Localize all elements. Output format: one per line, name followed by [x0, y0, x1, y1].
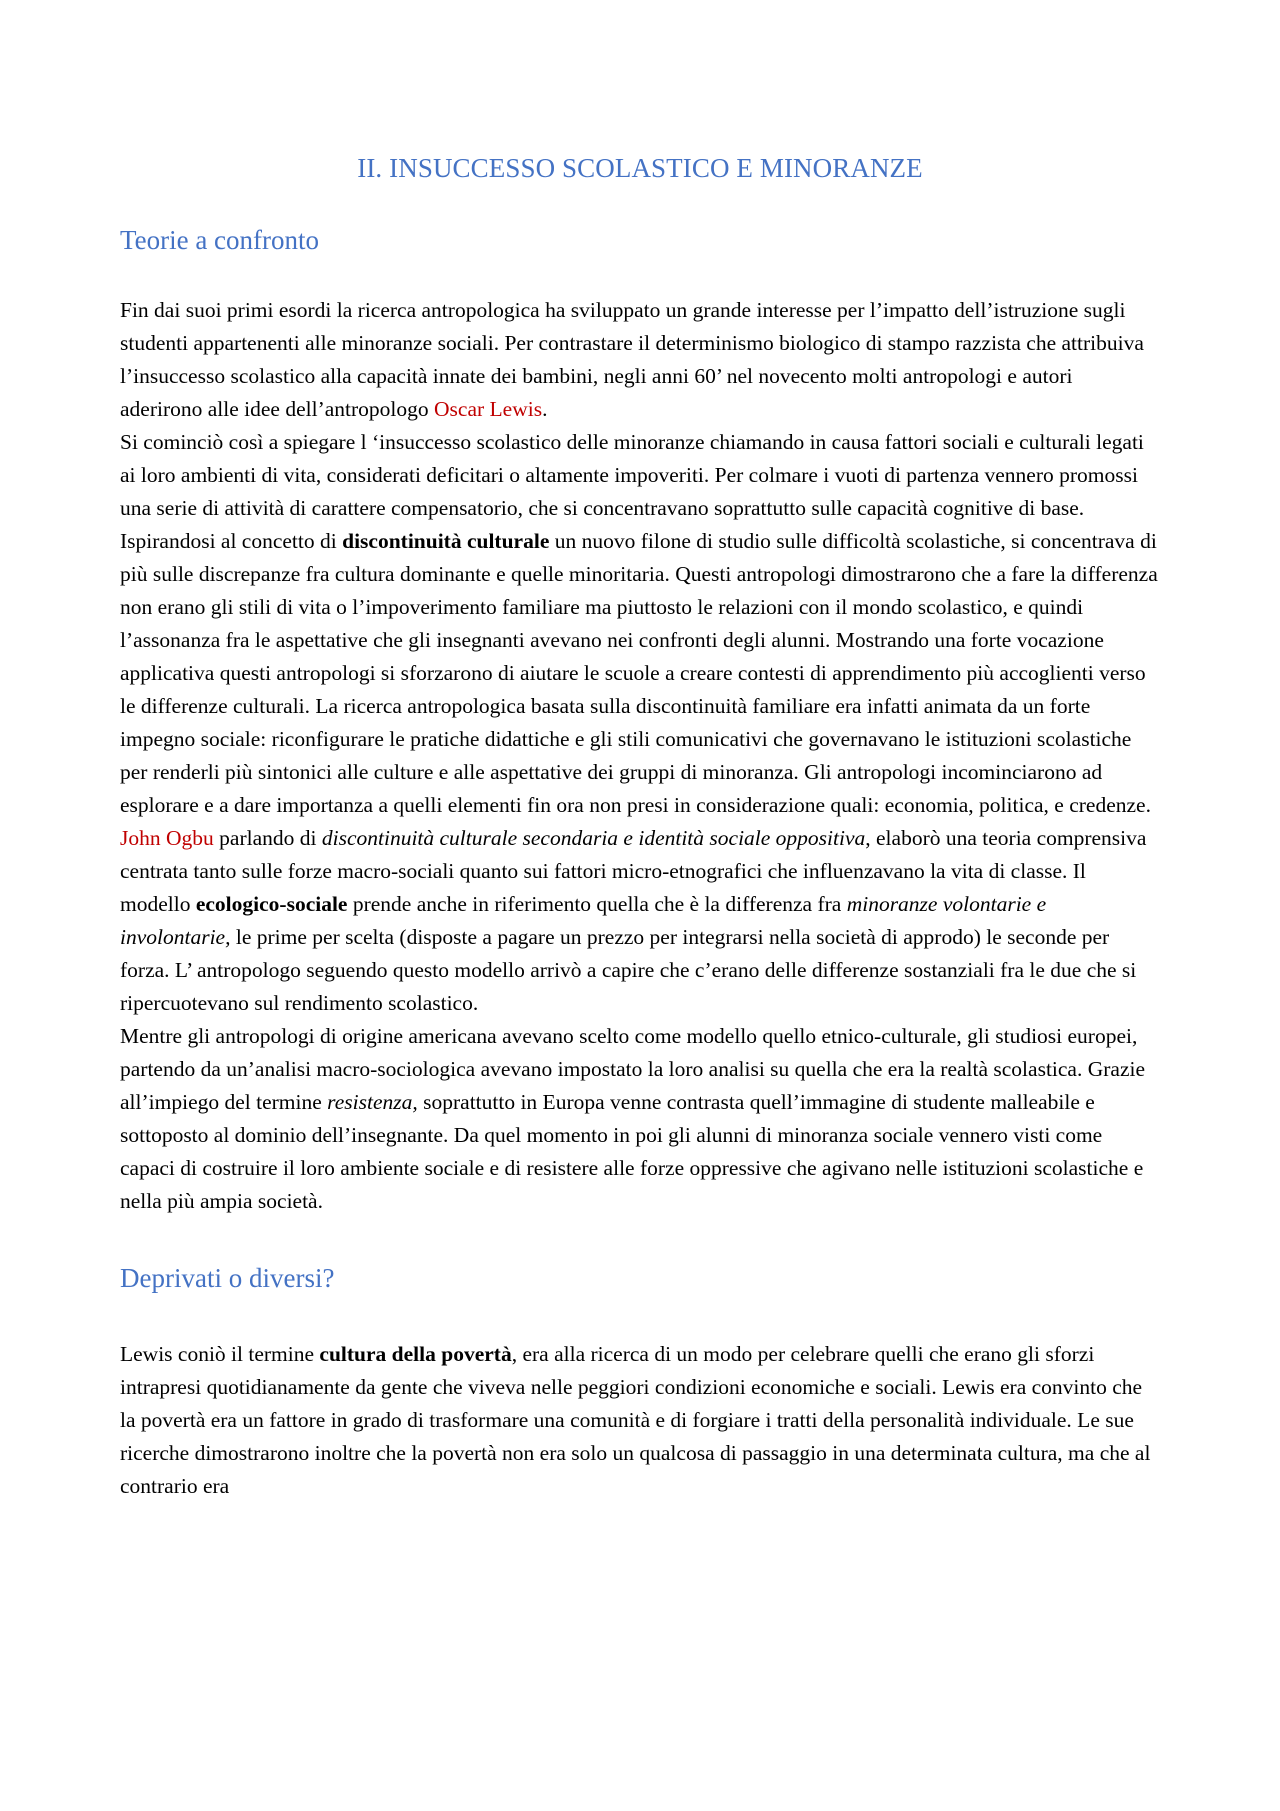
text-run: soprattutto in Europa venne contrasta quell’immagine di studente malleabile e sottoposto al dominio dell’insegnante. Da quel momento in poi gli alunni di minoranza sociale vennero visti come capaci di costruire il loro ambiente sociale e di resistere alle forze oppressive che agivano nelle istituzioni scolastiche e nella più ampia società.: [120, 1090, 1144, 1213]
text-run: Mentre gli antropologi di origine americana avevano scelto come modello quello etnico-culturale, gli studiosi europei, partendo da un’analisi macro-sociologica avevano impostato la loro analisi su quella che era la realtà scolastica. Grazie all’impiego del termine: [120, 1024, 1146, 1114]
bold-term-ecologico-sociale: ecologico-sociale: [195, 892, 348, 916]
bold-term-discontinuita-culturale: discontinuità culturale: [342, 529, 550, 553]
document-title: II. INSUCCESSO SCOLASTICO E MINORANZE: [357, 153, 923, 183]
italic-term: discontinuità culturale secondaria e identità sociale oppositiva: [321, 826, 866, 850]
bold-term-cultura-della-poverta: cultura della povertà: [319, 1342, 512, 1366]
text-run: Fin dai suoi primi esordi la ricerca antropologica ha sviluppato un grande interesse per l’impatto dell’istruzione sugli studenti appartenenti alle minoranze sociali. Per contrastare il determinismo biologico di stampo razzista che attribuiva l’insuccesso scolastico alla capacità innate dei bambini, negli anni 60’ nel novecento molti antropologi e autori aderirono alle idee dell’antropologo: [120, 298, 1144, 421]
text-run: Lewis coniò il termine: [120, 1342, 320, 1366]
text-run: prende anche in riferimento quella che è la differenza fra: [347, 892, 847, 916]
text-run: , elaborò una teoria comprensiva centrata tanto sulle forze macro-sociali quanto sui fattori micro-etnografici che influenzavano la vita di classe. Il modello: [120, 826, 1147, 916]
italic-term: minoranze volontarie e involontarie,: [120, 892, 1047, 949]
section-heading-deprivati: Deprivati o diversi?: [120, 1263, 335, 1293]
text-run: .: [542, 397, 548, 421]
paragraph-5: [120, 1338, 1160, 1503]
text-run: Si cominciò così a spiegare l ‘insuccesso scolastico delle minoranze chiamando in causa fattori sociali e culturali legati ai loro ambienti di vita, considerati deficitari o altamente impoveriti. Per colmare i vuoti di partenza vennero promossi una serie di attività di carattere compensatorio, che si concentravano soprattutto sulle capacità cognitive di base. Ispirandosi al concetto di: [120, 430, 1144, 553]
text-run: le prime per scelta (disposte a pagare un prezzo per integrarsi nella società di approdo) le seconde per forza. L’ antropologo seguendo questo modello arrivò a capire che c’erano delle differenze sostanziali fra le due che si ripercuotevano sul rendimento scolastico.: [120, 925, 1137, 1015]
section-heading-teorie: Teorie a confronto: [120, 225, 320, 255]
person-name-john-ogbu: John Ogbu: [120, 826, 214, 850]
paragraph-3: [120, 822, 1160, 1020]
paragraph-1: [120, 294, 1160, 426]
text-run: , era alla ricerca di un modo per celebrare quelli che erano gli sforzi intrapresi quotidianamente da gente che viveva nelle peggiori condizioni economiche e sociali. Lewis era convinto che la povertà era un fattore in grado di trasformare una comunità e di forgiare i tratti della personalità individuale. Le sue ricerche dimostrarono inoltre che la povertà non era solo un qualcosa di passaggio in una determinata cultura, ma che al contrario era: [120, 1342, 1151, 1498]
paragraph-2: [120, 426, 1160, 822]
text-run: un nuovo filone di studio sulle difficoltà scolastiche, si concentrava di più sulle discrepanze fra cultura dominante e quelle minoritaria. Questi antropologi dimostrarono che a fare la differenza non erano gli stili di vita o l’impoverimento familiare ma piuttosto le relazioni con il mondo scolastico, e quindi l’assonanza fra le aspettative che gli insegnanti avevano nei confronti degli alunni. Mostrando una forte vocazione applicativa questi antropologi si sforzarono di aiutare le scuole a creare contesti di apprendimento più accoglienti verso le differenze culturali. La ricerca antropologica basata sulla discontinuità familiare era infatti animata da un forte impegno sociale: riconfigurare le pratiche didattiche e gli stili comunicativi che governavano le istituzioni scolastiche per renderli più sintonici alle culture e alle aspettative dei gruppi di minoranza. Gli antropologi incominciarono ad esplorare e a dare importanza a quelli elementi fin ora non presi in considerazione quali: economia, politica, e credenze.: [120, 529, 1158, 817]
paragraph-4: [120, 1020, 1160, 1218]
person-name-oscar-lewis: Oscar Lewis: [434, 397, 543, 421]
text-run: parlando di: [213, 826, 322, 850]
italic-term-resistenza: resistenza,: [327, 1090, 418, 1114]
